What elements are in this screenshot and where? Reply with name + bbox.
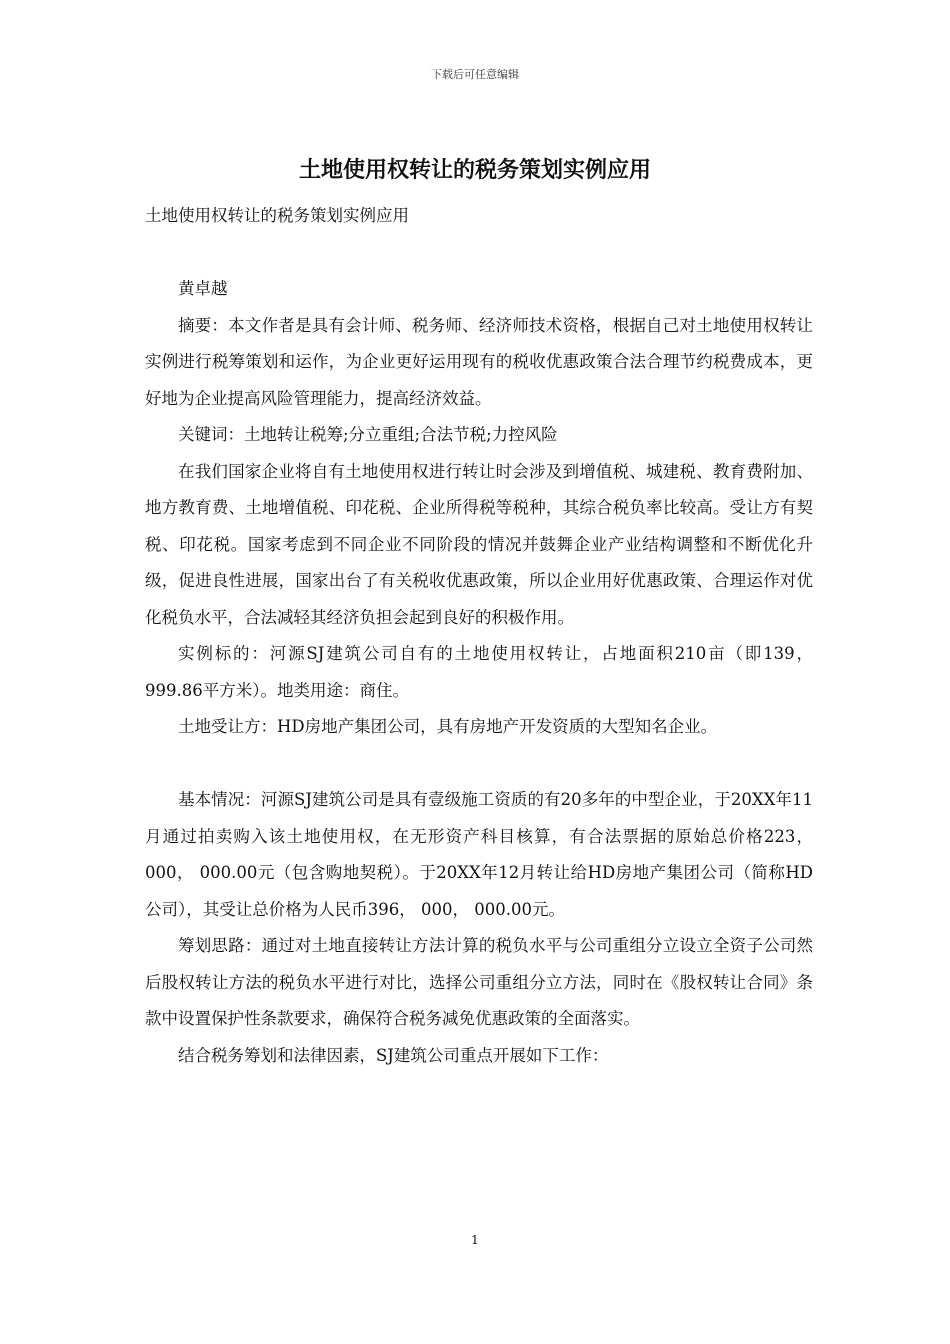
abstract-paragraph: 摘要：本文作者是具有会计师、税务师、经济师技术资格，根据自己对土地使用权转让实例进行税筹策划和运作，为企业更好运用现有的税收优惠政策合法合理节约税费成本，更好地为企业提高风险管理能力，提高经济效益。: [145, 315, 813, 408]
keywords-paragraph: 关键词：土地转让税筹;分立重组;合法节税;力控风险: [178, 425, 558, 444]
transferee-paragraph: 土地受让方：HD房地产集团公司，具有房地产开发资质的大型知名企业。: [178, 717, 718, 736]
plan-paragraph: 筹划思路：通过对土地直接转让方法计算的税负水平与公司重组分立设立全资子公司然后股权转让方法的税负水平进行对比，选择公司重组分立方法，同时在《股权转让合同》条款中设置保护性条款要求，确保符合税务减免优惠政策的全面落实。: [145, 936, 813, 1028]
combine-paragraph: 结合税务筹划和法律因素，SJ建筑公司重点开展如下工作：: [178, 1045, 609, 1065]
subtitle: 土地使用权转让的税务策划实例应用: [145, 206, 409, 225]
example-paragraph: 实例标的：河源SJ建筑公司自有的土地使用权转让，占地面积210亩（即139， 999.86平方米）。地类用途：商住。: [145, 644, 813, 700]
document-title: 土地使用权转让的税务策划实例应用: [298, 157, 651, 183]
basic-info-paragraph: 基本情况：河源SJ建筑公司是具有壹级施工资质的有20多年的中型企业，于20XX年11月通过拍卖购入该土地使用权，在无形资产科目核算，有合法票据的原始总价格223， 000， 000.00元（包含购地契税）。于20XX年12月转让给HD房地产集团公司（简称HD公司），其受让总价格为人民币396， 000， 000.00元。: [145, 790, 813, 919]
header-note: 下载后可任意编辑: [431, 68, 519, 81]
document-body: [145, 198, 813, 1074]
author: 黄卓越: [178, 279, 228, 298]
page-number: 1: [471, 1233, 479, 1247]
blank-line: [145, 746, 813, 783]
intro-paragraph: 在我们国家企业将自有土地使用权进行转让时会涉及到增值税、城建税、教育费附加、地方教育费、土地增值税、印花税、企业所得税等税种，其综合税负率比较高。受让方有契税、印花税。国家考虑到不同企业不同阶段的情况并鼓舞企业产业结构调整和不断优化升级，促进良性进展，国家出台了有关税收优惠政策，所以企业用好优惠政策、合理运作对优化税负水平，合法减轻其经济负担会起到良好的积极作用。: [145, 461, 813, 627]
blank-line: [145, 235, 813, 272]
